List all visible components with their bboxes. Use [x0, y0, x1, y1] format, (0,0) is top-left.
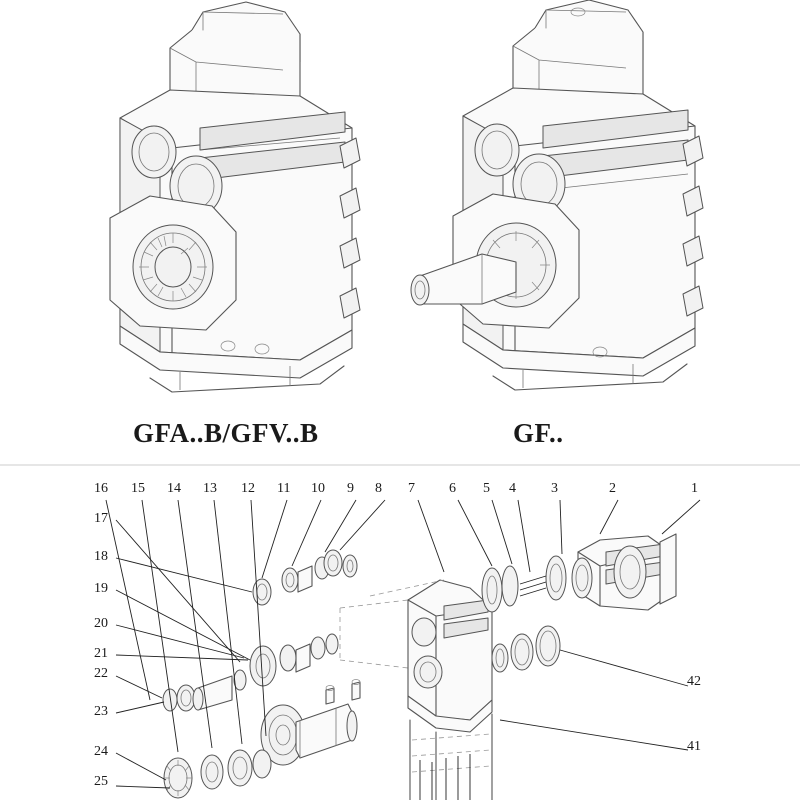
callout-top-13: 13: [203, 481, 217, 496]
callout-left-25: 25: [94, 774, 108, 789]
callout-top-6: 6: [449, 481, 456, 496]
callout-top-12: 12: [241, 481, 255, 496]
callout-top-3: 3: [551, 481, 558, 496]
callout-left-24: 24: [94, 744, 108, 759]
callout-left-19: 19: [94, 581, 108, 596]
callout-top-16: 16: [94, 481, 108, 496]
callout-top-11: 11: [277, 481, 291, 496]
callout-left-22: 22: [94, 666, 108, 681]
callout-top-10: 10: [311, 481, 325, 496]
gearbox-left-drawing: [110, 2, 360, 392]
exploded-assembly-drawing: [106, 500, 700, 800]
callout-left-20: 20: [94, 616, 108, 631]
callout-right-42: 42: [687, 674, 701, 689]
caption-gf: GF..: [513, 418, 564, 448]
callout-right-41: 41: [687, 739, 701, 754]
callout-top-2: 2: [609, 481, 616, 496]
callout-top-4: 4: [509, 481, 516, 496]
callout-left-21: 21: [94, 646, 108, 661]
callout-top-5: 5: [483, 481, 490, 496]
caption-gfa-gfv: GFA..B/GFV..B: [133, 418, 319, 448]
callout-top-7: 7: [408, 481, 415, 496]
callout-top-14: 14: [167, 481, 181, 496]
callout-left-17: 17: [94, 511, 108, 526]
callout-top-8: 8: [375, 481, 382, 496]
gearbox-right-drawing: [411, 0, 703, 390]
callout-left-23: 23: [94, 704, 108, 719]
callout-top-9: 9: [347, 481, 354, 496]
callout-top-1: 1: [691, 481, 698, 496]
callout-left-18: 18: [94, 549, 108, 564]
callout-top-15: 15: [131, 481, 145, 496]
